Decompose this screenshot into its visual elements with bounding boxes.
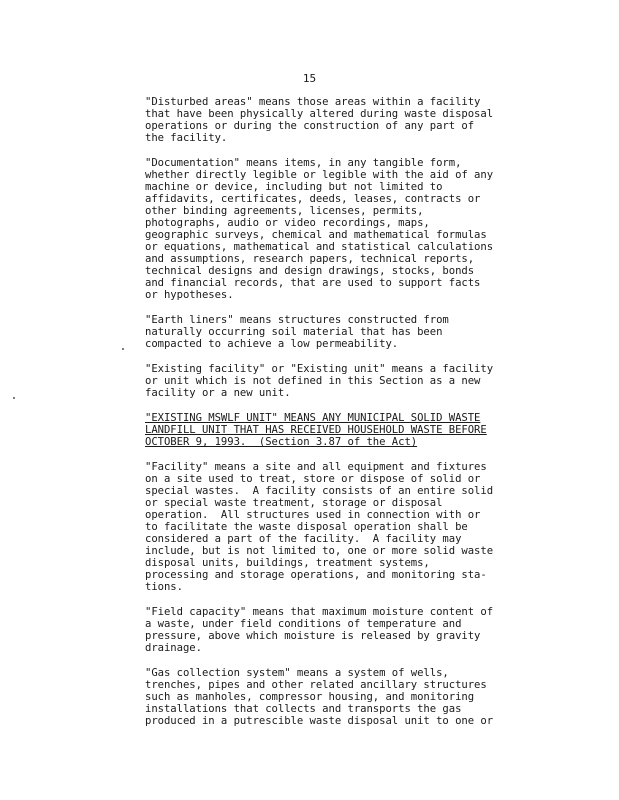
text-line: the facility.: [145, 132, 228, 144]
text-line: machine or device, including but not limited to: [145, 181, 443, 193]
definition-paragraph: [145, 363, 555, 399]
text-line: a waste, under field conditions of temperature and: [145, 618, 462, 630]
text-line: such as manholes, compressor housing, and monitoring: [145, 691, 475, 703]
text-line: disposal units, buildings, treatment systems,: [145, 557, 430, 569]
definition-paragraph: [145, 606, 555, 654]
definition-paragraph: [145, 667, 555, 727]
text-line: compacted to achieve a low permeability.: [145, 338, 399, 350]
text-line: "Disturbed areas" means those areas within a facility: [145, 96, 481, 108]
text-line: considered a part of the facility. A facility may: [145, 533, 462, 545]
definition-paragraph: [145, 461, 555, 593]
text-line: or special waste treatment, storage or disposal: [145, 497, 443, 509]
text-line: produced in a putrescible waste disposal unit to one or: [145, 715, 494, 727]
margin-mark: [122, 348, 124, 350]
text-line: on a site used to treat, store or dispose of solid or: [145, 473, 481, 485]
text-line: operation. All structures used in connection with or: [145, 509, 481, 521]
text-line: and assumptions, research papers, technical reports,: [145, 253, 475, 265]
text-line: LANDFILL UNIT THAT HAS RECEIVED HOUSEHOLD WASTE BEFORE: [145, 424, 487, 436]
text-line: technical designs and design drawings, stocks, bonds: [145, 265, 475, 277]
text-line: that have been physically altered during waste disposal: [145, 108, 494, 120]
text-line: affidavits, certificates, deeds, leases, contracts or: [145, 193, 481, 205]
text-line: photographs, audio or video recordings, maps,: [145, 217, 430, 229]
text-line: geographic surveys, chemical and mathematical formulas: [145, 229, 487, 241]
definition-paragraph-amended: [145, 412, 555, 448]
text-line: "Earth liners" means structures constructed from: [145, 314, 449, 326]
text-line: facility or a new unit.: [145, 387, 291, 399]
text-line: or equations, mathematical and statistical calculations: [145, 241, 494, 253]
text-line: naturally occurring soil material that has been: [145, 326, 443, 338]
text-line: pressure, above which moisture is released by gravity: [145, 630, 481, 642]
text-line: processing and storage operations, and monitoring sta-: [145, 569, 487, 581]
text-line: operations or during the construction of any part of: [145, 120, 475, 132]
text-line: whether directly legible or legible with the aid of any: [145, 169, 494, 181]
text-line: installations that collects and transports the gas: [145, 703, 462, 715]
text-line: or hypotheses.: [145, 289, 234, 301]
text-line: other binding agreements, licenses, permits,: [145, 205, 424, 217]
text-line: and financial records, that are used to support facts: [145, 277, 481, 289]
document-body: [145, 96, 555, 740]
text-line: "Existing facility" or "Existing unit" means a facility: [145, 363, 494, 375]
definition-paragraph: [145, 157, 555, 301]
text-line: "Gas collection system" means a system of wells,: [145, 667, 449, 679]
text-line: "Facility" means a site and all equipment and fixtures: [145, 461, 487, 473]
definition-paragraph: [145, 96, 555, 144]
text-line: include, but is not limited to, one or more solid waste: [145, 545, 494, 557]
text-line: to facilitate the waste disposal operation shall be: [145, 521, 468, 533]
text-line: tions.: [145, 581, 183, 593]
text-line: or unit which is not defined in this Section as a new: [145, 375, 481, 387]
page-number: 15: [302, 72, 317, 85]
text-line: "Field capacity" means that maximum moisture content of: [145, 606, 494, 618]
margin-mark: [13, 397, 15, 399]
text-line: "Documentation" means items, in any tangible form,: [145, 157, 462, 169]
text-line: OCTOBER 9, 1993. (Section 3.87 of the Act): [145, 436, 418, 448]
definition-paragraph: [145, 314, 555, 350]
text-line: drainage.: [145, 642, 202, 654]
text-line: trenches, pipes and other related ancillary structures: [145, 679, 487, 691]
text-line: special wastes. A facility consists of an entire solid: [145, 485, 494, 497]
text-line: "EXISTING MSWLF UNIT" MEANS ANY MUNICIPAL SOLID WASTE: [145, 412, 481, 424]
